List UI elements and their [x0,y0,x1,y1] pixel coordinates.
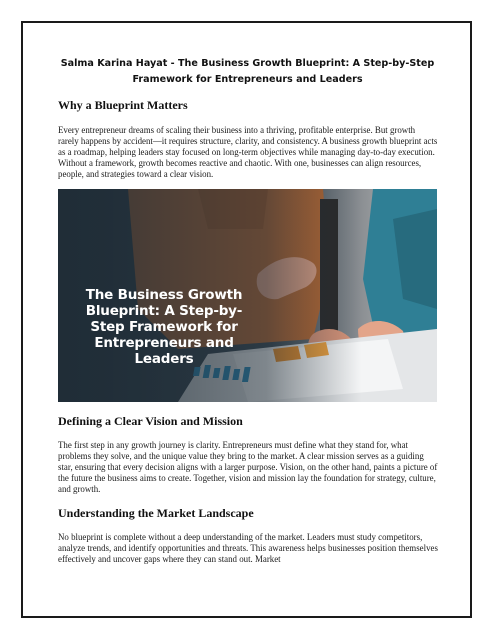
section-body-market: No blueprint is complete without a deep understanding of the market. Leaders must study competitors, analyze trends, and identify opportunities and threats. This awareness helps businesses position themselves effectively and uncover gaps where they can stand out. Market [58,532,438,564]
section-heading-market: Understanding the Market Landscape [58,506,254,520]
section-body-vision: The first step in any growth journey is clarity. Entrepreneurs must define what they stand for, what problems they solve, and the unique value they bring to the market. A clear mission serves as a guiding star, ensuring that every decision aligns with a larger purpose. Vision, on the other hand, paints a picture of the future the business aims to create. Together, vision and mission lay the foundation for strategy, culture, and growth. [58,440,438,494]
section-heading-vision: Defining a Clear Vision and Mission [58,414,243,428]
hero-overlay-text: The Business Growth Blueprint: A Step-by-Step Framework for Entrepreneurs and Leaders [85,287,243,367]
document-title: Salma Karina Hayat - The Business Growth Blueprint: A Step-by-Step Framework for Entrepreneurs and Leaders [60,58,435,85]
section-heading-blueprint: Why a Blueprint Matters [58,98,188,112]
section-body-blueprint: Every entrepreneur dreams of scaling their business into a thriving, profitable enterprise. But growth rarely happens by accident—it requires structure, clarity, and consistency. A business growth blueprint acts as a roadmap, helping leaders stay focused on long-term objectives while managing day-to-day execution. Without a framework, growth becomes reactive and chaotic. With one, businesses can align resources, people, and strategies toward a clear vision. [58,125,438,179]
hero-image [58,189,437,402]
